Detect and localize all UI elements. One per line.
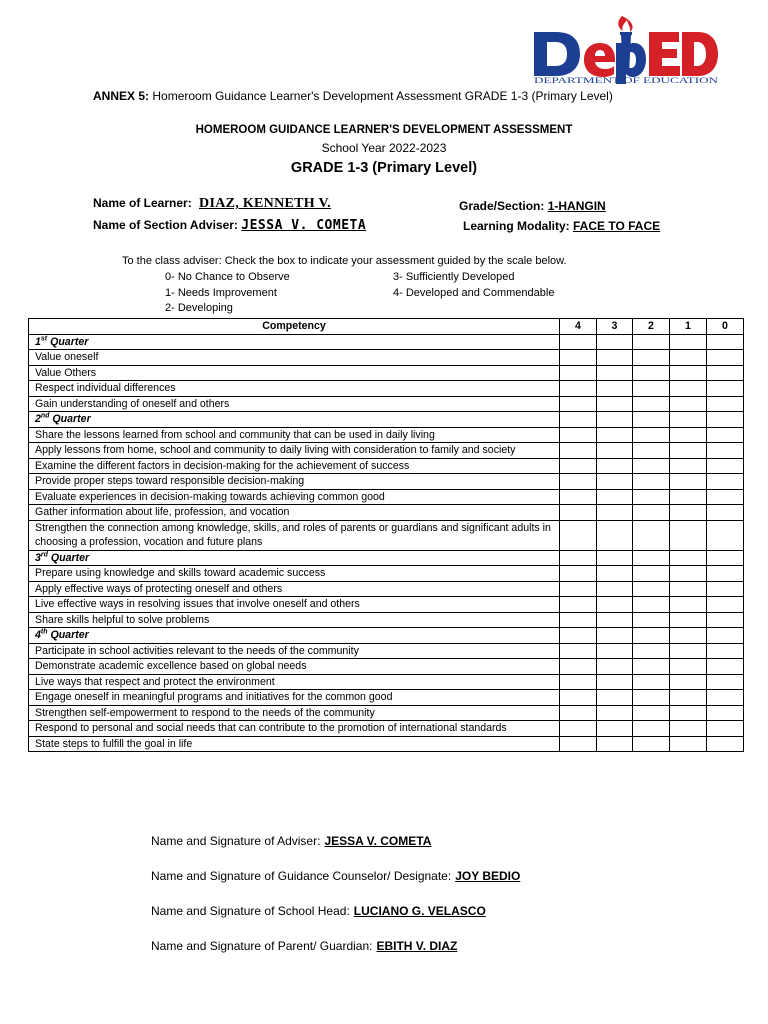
- rating-checkbox[interactable]: [560, 350, 597, 366]
- learner-name-label: Name of Learner:: [93, 196, 192, 210]
- rating-checkbox[interactable]: [597, 350, 633, 366]
- rating-checkbox[interactable]: [560, 612, 597, 628]
- signature-value: JOY BEDIO: [455, 869, 521, 883]
- rating-checkbox[interactable]: [707, 581, 744, 597]
- rating-checkbox[interactable]: [597, 581, 633, 597]
- scale-item: 2- Developing: [165, 302, 233, 314]
- rating-checkbox[interactable]: [670, 659, 707, 675]
- grade-section-label: Grade/Section:: [459, 199, 545, 213]
- rating-checkbox[interactable]: [597, 721, 633, 737]
- grade-section-row: [459, 199, 606, 213]
- rating-checkbox[interactable]: [597, 505, 633, 521]
- header-score: 1: [670, 319, 707, 335]
- scale-item: 4- Developed and Commendable: [393, 287, 555, 299]
- rating-checkbox[interactable]: [707, 505, 744, 521]
- competency-text: Prepare using knowledge and skills toward academic success: [29, 566, 560, 582]
- rating-checkbox[interactable]: [633, 736, 670, 752]
- rating-checkbox[interactable]: [670, 365, 707, 381]
- rating-checkbox[interactable]: [707, 520, 744, 550]
- rating-checkbox[interactable]: [707, 443, 744, 459]
- modality-value: FACE TO FACE: [573, 219, 661, 233]
- rating-checkbox[interactable]: [560, 566, 597, 582]
- table-row: [29, 597, 744, 613]
- adviser-row: [93, 218, 366, 233]
- rating-checkbox[interactable]: [707, 427, 744, 443]
- rating-checkbox[interactable]: [670, 674, 707, 690]
- table-row: [29, 612, 744, 628]
- rating-checkbox[interactable]: [560, 628, 597, 644]
- learner-name-value: DIAZ, KENNETH V.: [199, 196, 331, 211]
- rating-checkbox[interactable]: [597, 427, 633, 443]
- rating-checkbox[interactable]: [707, 474, 744, 490]
- header-score: 4: [560, 319, 597, 335]
- competency-text: Apply effective ways of protecting oneself and others: [29, 581, 560, 597]
- competency-text: State steps to fulfill the goal in life: [29, 736, 560, 752]
- signature-value: JESSA V. COMETA: [324, 834, 432, 848]
- rating-checkbox[interactable]: [707, 612, 744, 628]
- competency-text: Gain understanding of oneself and others: [29, 396, 560, 412]
- signature-label: Name and Signature of School Head:: [151, 904, 350, 918]
- rating-checkbox[interactable]: [633, 674, 670, 690]
- rating-checkbox[interactable]: [707, 628, 744, 644]
- rating-checkbox[interactable]: [707, 566, 744, 582]
- rating-checkbox[interactable]: [670, 505, 707, 521]
- rating-checkbox[interactable]: [597, 705, 633, 721]
- rating-checkbox[interactable]: [670, 550, 707, 566]
- scale-item: 1- Needs Improvement: [165, 287, 277, 299]
- table-row: [29, 643, 744, 659]
- signature-value: EBITH V. DIAZ: [376, 939, 458, 953]
- rating-checkbox[interactable]: [633, 721, 670, 737]
- rating-checkbox[interactable]: [560, 474, 597, 490]
- rating-checkbox[interactable]: [560, 458, 597, 474]
- rating-checkbox[interactable]: [707, 550, 744, 566]
- rating-checkbox[interactable]: [633, 474, 670, 490]
- school-year: School Year 2022-2023: [321, 141, 447, 155]
- rating-checkbox[interactable]: [707, 690, 744, 706]
- rating-checkbox[interactable]: [670, 334, 707, 350]
- rating-checkbox[interactable]: [597, 566, 633, 582]
- rating-checkbox[interactable]: [707, 659, 744, 675]
- table-row: [29, 381, 744, 397]
- rating-checkbox[interactable]: [560, 721, 597, 737]
- signature-value: LUCIANO G. VELASCO: [353, 904, 486, 918]
- rating-checkbox[interactable]: [633, 690, 670, 706]
- rating-checkbox[interactable]: [670, 628, 707, 644]
- rating-checkbox[interactable]: [633, 412, 670, 428]
- competency-text: Evaluate experiences in decision-making towards achieving common good: [29, 489, 560, 505]
- table-row: [29, 505, 744, 521]
- header-competency: Competency: [29, 319, 560, 335]
- competency-text: Participate in school activities relevant to the needs of the community: [29, 643, 560, 659]
- rating-checkbox[interactable]: [633, 550, 670, 566]
- rating-checkbox[interactable]: [560, 334, 597, 350]
- rating-checkbox[interactable]: [597, 458, 633, 474]
- rating-checkbox[interactable]: [597, 396, 633, 412]
- rating-checkbox[interactable]: [670, 489, 707, 505]
- adviser-value: JESSA V. COMETA: [241, 218, 367, 233]
- signature-adviser: [151, 834, 431, 848]
- rating-checkbox[interactable]: [560, 705, 597, 721]
- signature-label: Name and Signature of Adviser:: [151, 834, 321, 848]
- quarter-label: 2nd Quarter: [29, 412, 560, 428]
- rating-checkbox[interactable]: [560, 412, 597, 428]
- rating-checkbox[interactable]: [707, 458, 744, 474]
- rating-checkbox[interactable]: [707, 721, 744, 737]
- rating-checkbox[interactable]: [633, 643, 670, 659]
- rating-checkbox[interactable]: [707, 674, 744, 690]
- rating-checkbox[interactable]: [707, 412, 744, 428]
- rating-checkbox[interactable]: [633, 505, 670, 521]
- quarter-label: 4th Quarter: [29, 628, 560, 644]
- rating-checkbox[interactable]: [670, 705, 707, 721]
- quarter-row: [29, 628, 744, 644]
- header-score: 3: [597, 319, 633, 335]
- rating-checkbox[interactable]: [560, 550, 597, 566]
- rating-checkbox[interactable]: [633, 705, 670, 721]
- rating-checkbox[interactable]: [597, 597, 633, 613]
- annex-text: Homeroom Guidance Learner's Development Assessment GRADE 1-3 (Primary Level): [152, 89, 613, 103]
- table-row: [29, 365, 744, 381]
- table-row: [29, 581, 744, 597]
- signature-counselor: [151, 869, 520, 883]
- rating-checkbox[interactable]: [633, 612, 670, 628]
- rating-checkbox[interactable]: [633, 350, 670, 366]
- rating-checkbox[interactable]: [707, 350, 744, 366]
- competency-text: Examine the different factors in decision-making for the achievement of success: [29, 458, 560, 474]
- rating-checkbox[interactable]: [597, 643, 633, 659]
- competency-table: [28, 318, 744, 752]
- rating-checkbox[interactable]: [670, 458, 707, 474]
- rating-checkbox[interactable]: [707, 643, 744, 659]
- rating-checkbox[interactable]: [597, 520, 633, 550]
- rating-checkbox[interactable]: [670, 581, 707, 597]
- rating-checkbox[interactable]: [597, 474, 633, 490]
- rating-checkbox[interactable]: [670, 427, 707, 443]
- rating-checkbox[interactable]: [670, 443, 707, 459]
- table-row: [29, 520, 744, 550]
- competency-text: Value oneself: [29, 350, 560, 366]
- rating-checkbox[interactable]: [670, 381, 707, 397]
- competency-text: Provide proper steps toward responsible decision-making: [29, 474, 560, 490]
- rating-checkbox[interactable]: [560, 381, 597, 397]
- rating-checkbox[interactable]: [597, 334, 633, 350]
- rating-checkbox[interactable]: [560, 643, 597, 659]
- rating-checkbox[interactable]: [707, 396, 744, 412]
- rating-checkbox[interactable]: [707, 597, 744, 613]
- competency-text: Strengthen self-empowerment to respond to the needs of the community: [29, 705, 560, 721]
- quarter-row: [29, 412, 744, 428]
- grade-section-value: 1-HANGIN: [547, 199, 606, 213]
- rating-checkbox[interactable]: [670, 721, 707, 737]
- table-row: [29, 721, 744, 737]
- rating-checkbox[interactable]: [633, 427, 670, 443]
- rating-checkbox[interactable]: [597, 659, 633, 675]
- rating-checkbox[interactable]: [707, 381, 744, 397]
- rating-checkbox[interactable]: [670, 520, 707, 550]
- rating-checkbox[interactable]: [560, 443, 597, 459]
- annex-line: [93, 89, 613, 103]
- rating-checkbox[interactable]: [707, 736, 744, 752]
- rating-checkbox[interactable]: [633, 581, 670, 597]
- rating-checkbox[interactable]: [560, 659, 597, 675]
- table-row: [29, 443, 744, 459]
- rating-checkbox[interactable]: [633, 566, 670, 582]
- learner-name-row: [93, 196, 331, 212]
- table-row: [29, 659, 744, 675]
- competency-text: Live effective ways in resolving issues that involve oneself and others: [29, 597, 560, 613]
- logo-subtitle: DEPARTMENT OF EDUCATION: [534, 76, 719, 85]
- rating-checkbox[interactable]: [707, 489, 744, 505]
- rating-checkbox[interactable]: [670, 350, 707, 366]
- grade-title: GRADE 1-3 (Primary Level): [290, 160, 478, 176]
- rating-checkbox[interactable]: [633, 628, 670, 644]
- table-row: [29, 474, 744, 490]
- rating-checkbox[interactable]: [670, 690, 707, 706]
- table-row: [29, 489, 744, 505]
- rating-checkbox[interactable]: [560, 396, 597, 412]
- rating-checkbox[interactable]: [633, 381, 670, 397]
- table-row: [29, 458, 744, 474]
- rating-checkbox[interactable]: [560, 674, 597, 690]
- signature-label: Name and Signature of Guidance Counselor/ Designate:: [151, 869, 452, 883]
- page-title: HOMEROOM GUIDANCE LEARNER'S DEVELOPMENT ASSESSMENT: [195, 124, 573, 136]
- rating-checkbox[interactable]: [560, 489, 597, 505]
- quarter-label: 3rd Quarter: [29, 550, 560, 566]
- competency-text: Strengthen the connection among knowledge, skills, and roles of parents or guardians and significant adults in choosing a profession, vocation and future plans: [29, 520, 560, 550]
- competency-text: Gather information about life, profession, and vocation: [29, 505, 560, 521]
- competency-text: Respect individual differences: [29, 381, 560, 397]
- rating-checkbox[interactable]: [597, 412, 633, 428]
- rating-checkbox[interactable]: [633, 443, 670, 459]
- rating-checkbox[interactable]: [633, 365, 670, 381]
- scale-item: 3- Sufficiently Developed: [393, 271, 515, 283]
- annex-label: ANNEX 5:: [93, 89, 150, 103]
- rating-checkbox[interactable]: [597, 443, 633, 459]
- quarter-label: 1st Quarter: [29, 334, 560, 350]
- table-row: [29, 705, 744, 721]
- rating-checkbox[interactable]: [597, 674, 633, 690]
- table-row: [29, 350, 744, 366]
- rating-checkbox[interactable]: [633, 458, 670, 474]
- rating-checkbox[interactable]: [670, 643, 707, 659]
- rating-checkbox[interactable]: [597, 628, 633, 644]
- deped-logo: [530, 12, 720, 88]
- rating-checkbox[interactable]: [597, 736, 633, 752]
- rating-checkbox[interactable]: [670, 597, 707, 613]
- rating-checkbox[interactable]: [597, 365, 633, 381]
- rating-checkbox[interactable]: [560, 520, 597, 550]
- rating-checkbox[interactable]: [633, 489, 670, 505]
- rating-checkbox[interactable]: [707, 334, 744, 350]
- competency-text: Demonstrate academic excellence based on global needs: [29, 659, 560, 675]
- competency-text: Apply lessons from home, school and community to daily living with consideration to family and society: [29, 443, 560, 459]
- table-header-row: [29, 319, 744, 335]
- signature-label: Name and Signature of Parent/ Guardian:: [151, 939, 373, 953]
- adviser-label: Name of Section Adviser:: [93, 218, 238, 232]
- competency-text: Engage oneself in meaningful programs and initiatives for the common good: [29, 690, 560, 706]
- competency-text: Share skills helpful to solve problems: [29, 612, 560, 628]
- rating-checkbox[interactable]: [597, 381, 633, 397]
- rating-checkbox[interactable]: [633, 520, 670, 550]
- rating-checkbox[interactable]: [560, 581, 597, 597]
- modality-label: Learning Modality:: [463, 219, 570, 233]
- rating-checkbox[interactable]: [633, 659, 670, 675]
- rating-checkbox[interactable]: [560, 505, 597, 521]
- rating-checkbox[interactable]: [560, 365, 597, 381]
- rating-checkbox[interactable]: [707, 365, 744, 381]
- signature-school-head: [151, 904, 486, 918]
- rating-checkbox[interactable]: [560, 736, 597, 752]
- rating-checkbox[interactable]: [560, 597, 597, 613]
- table-row: [29, 427, 744, 443]
- table-row: [29, 690, 744, 706]
- competency-text: Respond to personal and social needs that can contribute to the promotion of international standards: [29, 721, 560, 737]
- instructions: To the class adviser: Check the box to indicate your assessment guided by the scale below.: [122, 255, 567, 267]
- table-row: [29, 674, 744, 690]
- table-row: [29, 736, 744, 752]
- competency-text: Value Others: [29, 365, 560, 381]
- rating-checkbox[interactable]: [707, 705, 744, 721]
- modality-row: [463, 219, 660, 233]
- table-row: [29, 566, 744, 582]
- rating-checkbox[interactable]: [670, 612, 707, 628]
- rating-checkbox[interactable]: [597, 550, 633, 566]
- competency-text: Share the lessons learned from school and community that can be used in daily living: [29, 427, 560, 443]
- rating-checkbox[interactable]: [633, 396, 670, 412]
- header-score: 0: [707, 319, 744, 335]
- rating-checkbox[interactable]: [670, 396, 707, 412]
- rating-checkbox[interactable]: [560, 427, 597, 443]
- rating-checkbox[interactable]: [670, 566, 707, 582]
- competency-text: Live ways that respect and protect the environment: [29, 674, 560, 690]
- signature-parent: [151, 939, 457, 953]
- rating-checkbox[interactable]: [597, 489, 633, 505]
- rating-checkbox[interactable]: [670, 736, 707, 752]
- rating-checkbox[interactable]: [560, 690, 597, 706]
- rating-checkbox[interactable]: [670, 474, 707, 490]
- table-row: [29, 396, 744, 412]
- rating-checkbox[interactable]: [633, 597, 670, 613]
- rating-checkbox[interactable]: [597, 690, 633, 706]
- quarter-row: [29, 334, 744, 350]
- rating-checkbox[interactable]: [670, 412, 707, 428]
- header-score: 2: [633, 319, 670, 335]
- rating-checkbox[interactable]: [597, 612, 633, 628]
- quarter-row: [29, 550, 744, 566]
- scale-item: 0- No Chance to Observe: [165, 271, 290, 283]
- rating-checkbox[interactable]: [633, 334, 670, 350]
